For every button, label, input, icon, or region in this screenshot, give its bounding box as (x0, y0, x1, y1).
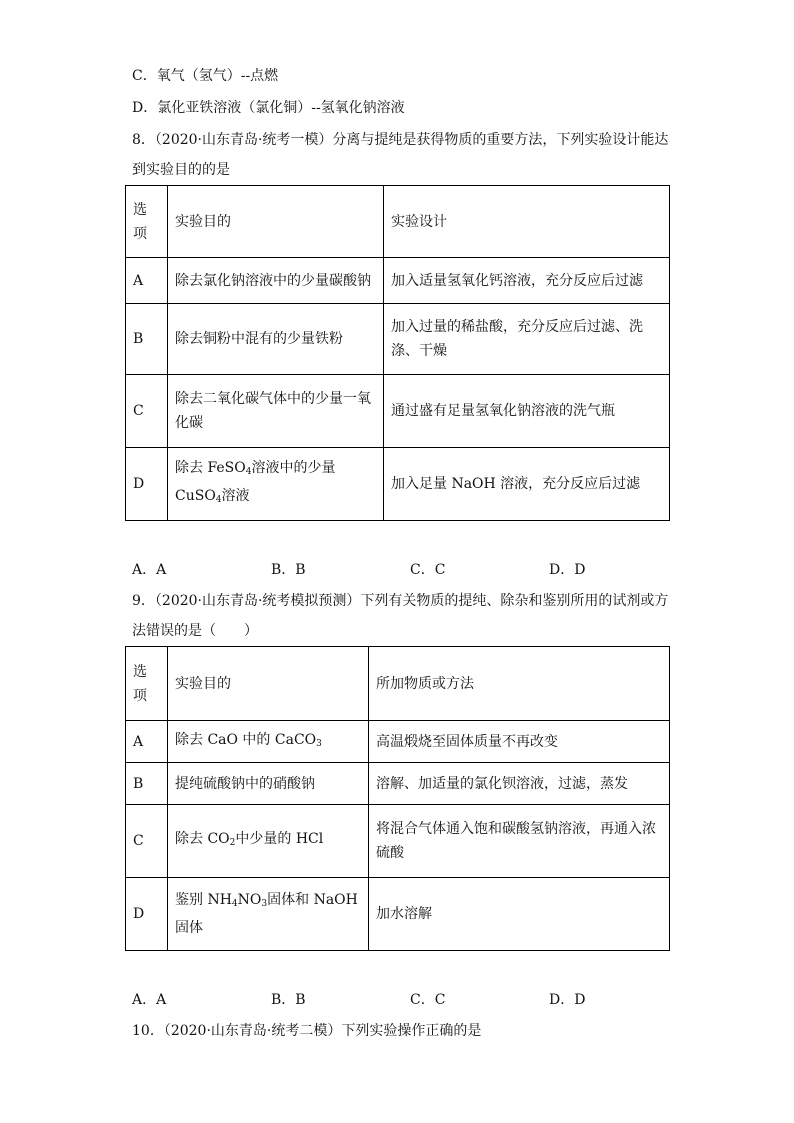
prev-option-d: D．氯化亚铁溶液（氯化铜）--氢氧化钠溶液 (132, 100, 405, 116)
header-purpose: 实验目的 (168, 186, 384, 258)
table-row (126, 763, 670, 805)
row-purpose: 鉴别 $NH_4NO_3$固体和 NaOH 固体 (168, 878, 369, 951)
q8-options (132, 559, 692, 579)
option-b: B．B (271, 992, 306, 1008)
row-key: C (126, 805, 168, 878)
row-method: 将混合气体通入饱和碳酸氢钠溶液，再通入浓硫酸 (369, 805, 670, 878)
option-a: A．A (132, 562, 167, 578)
row-purpose: 除去 FeSO$_4$溶液中的少量 CuSO$_4$溶液 (168, 448, 384, 521)
option-c: C．C (410, 992, 446, 1008)
header-option: 选项 (126, 186, 168, 258)
row-key: A (126, 258, 168, 304)
row-design: 加入过量的稀盐酸，充分反应后过滤、洗涤、干燥 (384, 304, 670, 375)
row-purpose: 除去氯化钠溶液中的少量碳酸钠 (168, 258, 384, 304)
q8-table (125, 185, 670, 521)
row-key: D (126, 448, 168, 521)
table-header-row (126, 186, 670, 258)
row-method: 加水溶解 (369, 878, 670, 951)
header-design: 实验设计 (384, 186, 670, 258)
prev-option-c: C．氧气（氢气）--点燃 (132, 68, 279, 84)
q9-stem-line2: 法错误的是（ ） (132, 623, 258, 639)
option-d: D．D (549, 992, 586, 1008)
table-row (126, 258, 670, 304)
table-row (126, 878, 670, 951)
row-purpose: 除去 CaO 中的 CaCO$_3$ (168, 721, 369, 763)
header-purpose: 实验目的 (168, 647, 369, 721)
row-key: C (126, 375, 168, 448)
q9-stem-line1: 9．（2020·山东青岛·统考模拟预测）下列有关物质的提纯、除杂和鉴别所用的试剂或方 (132, 593, 669, 609)
option-b: B．B (271, 562, 306, 578)
row-key: B (126, 304, 168, 375)
row-design: 加入适量氢氧化钙溶液，充分反应后过滤 (384, 258, 670, 304)
row-purpose: 除去铜粉中混有的少量铁粉 (168, 304, 384, 375)
q10-stem: 10．（2020·山东青岛·统考二模）下列实验操作正确的是 (132, 1023, 482, 1039)
row-key: B (126, 763, 168, 805)
row-method: 溶解、加适量的氯化钡溶液，过滤，蒸发 (369, 763, 670, 805)
table-row (126, 375, 670, 448)
option-c: C．C (410, 562, 446, 578)
table-row (126, 721, 670, 763)
q8-stem-line1: 8．（2020·山东青岛·统考一模）分离与提纯是获得物质的重要方法，下列实验设计能达 (132, 132, 669, 148)
q8-stem-line2: 到实验目的的是 (132, 162, 230, 178)
row-purpose: 提纯硫酸钠中的硝酸钠 (168, 763, 369, 805)
header-method: 所加物质或方法 (369, 647, 670, 721)
option-a: A．A (132, 992, 167, 1008)
header-option: 选项 (126, 647, 168, 721)
q9-table (125, 646, 670, 951)
q9-options (132, 989, 692, 1009)
table-header-row (126, 647, 670, 721)
table-row (126, 304, 670, 375)
table-row (126, 448, 670, 521)
row-key: A (126, 721, 168, 763)
row-key: D (126, 878, 168, 951)
option-d: D．D (549, 562, 586, 578)
row-purpose: 除去 $CO_2$中少量的 HCl (168, 805, 369, 878)
table-row (126, 805, 670, 878)
row-purpose: 除去二氧化碳气体中的少量一氧化碳 (168, 375, 384, 448)
row-method: 高温煅烧至固体质量不再改变 (369, 721, 670, 763)
row-design: 加入足量 NaOH 溶液，充分反应后过滤 (384, 448, 670, 521)
row-design: 通过盛有足量氢氧化钠溶液的洗气瓶 (384, 375, 670, 448)
